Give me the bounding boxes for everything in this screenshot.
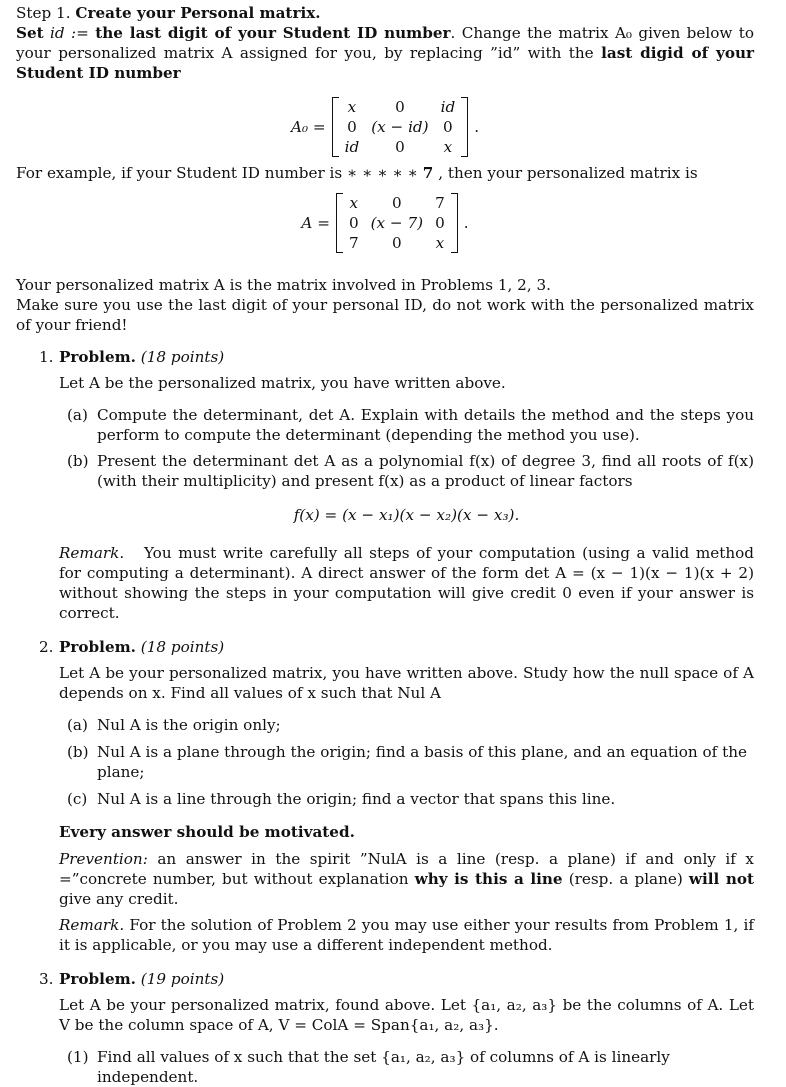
problem-3-intro: Let A be your personalized matrix, found above. Let {a₁, a₂, a₃} be the columns of A. Let V be the column space of A, V = ColA = Span{a₁, a₂, a₃}. bbox=[59, 996, 754, 1034]
example-text: For example, if your Student ID number is ∗ ∗ ∗ ∗ ∗ 7 , then your personalized matrix is bbox=[16, 164, 698, 182]
problem-2-intro: Let A be your personalized matrix, you have written above. Study how the null space of A depends on x. Find all values of x such that Nul A bbox=[59, 664, 754, 702]
problem-2-motivated: Every answer should be motivated. bbox=[59, 823, 355, 841]
document-page bbox=[16, 3, 754, 1087]
note-1: Your personalized matrix A is the matrix involved in Problems 1, 2, 3. bbox=[16, 276, 551, 294]
matrix-a: A = x 0 7 0 (x − 7) 0 7 0 x . bbox=[301, 194, 469, 252]
problem-3: 3. Problem. (19 points) Let A be your personalized matrix, found above. Let {a₁, a₂, a₃} be the columns of A. Let V be the column space of A, V = ColA = Span{a₁, a₂, a₃}. (1) Find all values of x such that the set {a₁, a₂, a₃} of columns of A is linearly independent. bbox=[39, 970, 754, 1086]
problem-2-b: (b) Nul A is a plane through the origin; find a basis of this plane, and an equation of the plane; bbox=[67, 743, 747, 781]
problem-2-remark: Remark. For the solution of Problem 2 you may use either your results from Problem 1, if it is applicable, or you may use a different independent method. bbox=[59, 916, 754, 954]
problem-1-formula: f(x) = (x − x₁)(x − x₂)(x − x₃). bbox=[293, 506, 520, 524]
problem-2-prevention: Prevention: an answer in the spirit ”NulA is a line (resp. a plane) if and only if x =”concrete number, but without explanation why is this a line (resp. a plane) will not give any credit. bbox=[59, 850, 755, 908]
problem-3-item-1: (1) Find all values of x such that the set {a₁, a₂, a₃} of columns of A is linearly independent. bbox=[67, 1048, 670, 1086]
step1-instructions: Set id := the last digit of your Student ID number. Change the matrix A₀ given below to your personalized matrix A assigned for you, by replacing ”id” with the last digid of your Student ID number bbox=[16, 24, 755, 82]
problem-1-a: (a) Compute the determinant, det A. Explain with details the method and the steps you perform to compute the determinant (depending the method you use). bbox=[67, 406, 754, 444]
matrix-a-table: x 0 7 0 (x − 7) 0 7 0 x bbox=[348, 194, 445, 252]
problem-1-b: (b) Present the determinant det A as a polynomial f(x) of degree 3, find all roots of f(x) (with their multiplicity) and present f(x) as a product of linear factors bbox=[67, 452, 754, 490]
matrix-a-label: A = bbox=[301, 214, 330, 232]
matrix-a0-label: A₀ = bbox=[290, 118, 326, 136]
problem-2-a: (a) Nul A is the origin only; bbox=[67, 716, 281, 734]
problem-1: 1. Problem. (18 points) Let A be the personalized matrix, you have written above. (a) Compute the determinant, det A. Explain with details the method and the steps you perform to compute the determinant (depending the method you use). (b) Present the determinant det A as a polynomial f(x) of degree 3, find all roots of f(x) (with their multiplicity) and present f(x) as a product of linear factors f(x) = (x − x₁)(x − x₂)(x − x₃). Remark. You must write carefully all steps of your computation (using a valid method for computing a determinant). A direct answer of the form det A = (x − 1)(x − 1)(x + 2) without showing the steps in your computation will give credit 0 even if your answer is correct. bbox=[39, 348, 754, 622]
note-2: Make sure you use the last digit of your personal ID, do not work with the personalized matrix of your friend! bbox=[16, 296, 754, 334]
step-title: Create your Personal matrix. bbox=[75, 4, 321, 22]
problem-2: 2. Problem. (18 points) Let A be your personalized matrix, you have written above. Study how the null space of A depends on x. Find all values of x such that Nul A (a) Nul A is the origin only; (b) Nul A is a plane through the origin; find a basis of this plane, and an equation of the plane; (c) Nul A is a line through the origin; find a vector that spans this line. Every answer should be motivated. Prevention: an answer in the spirit ”NulA is a line (resp. a plane) if and only if x =”concrete number, but without explanation why is this a line (resp. a plane) will not give any credit. Remark. For the solution of Problem 2 you may use either your results from Problem 1, if it is applicable, or you may use a different independent method. bbox=[39, 638, 755, 954]
step-label: Step 1. bbox=[16, 4, 71, 22]
problem-2-c: (c) Nul A is a line through the origin; find a vector that spans this line. bbox=[67, 790, 616, 808]
problem-1-intro: Let A be the personalized matrix, you have written above. bbox=[59, 374, 506, 392]
matrix-a0-table: x 0 id 0 (x − id) 0 id 0 x bbox=[344, 98, 456, 156]
problem-1-remark: Remark. You must write carefully all steps of your computation (using a valid method for computing a determinant). A direct answer of the form det A = (x − 1)(x − 1)(x + 2) without showing the steps in your computation will give credit 0 even if your answer is correct. bbox=[59, 544, 754, 622]
step1-heading bbox=[16, 3, 754, 23]
matrix-a0: A₀ = x 0 id 0 (x − id) 0 id 0 x . bbox=[290, 98, 480, 156]
